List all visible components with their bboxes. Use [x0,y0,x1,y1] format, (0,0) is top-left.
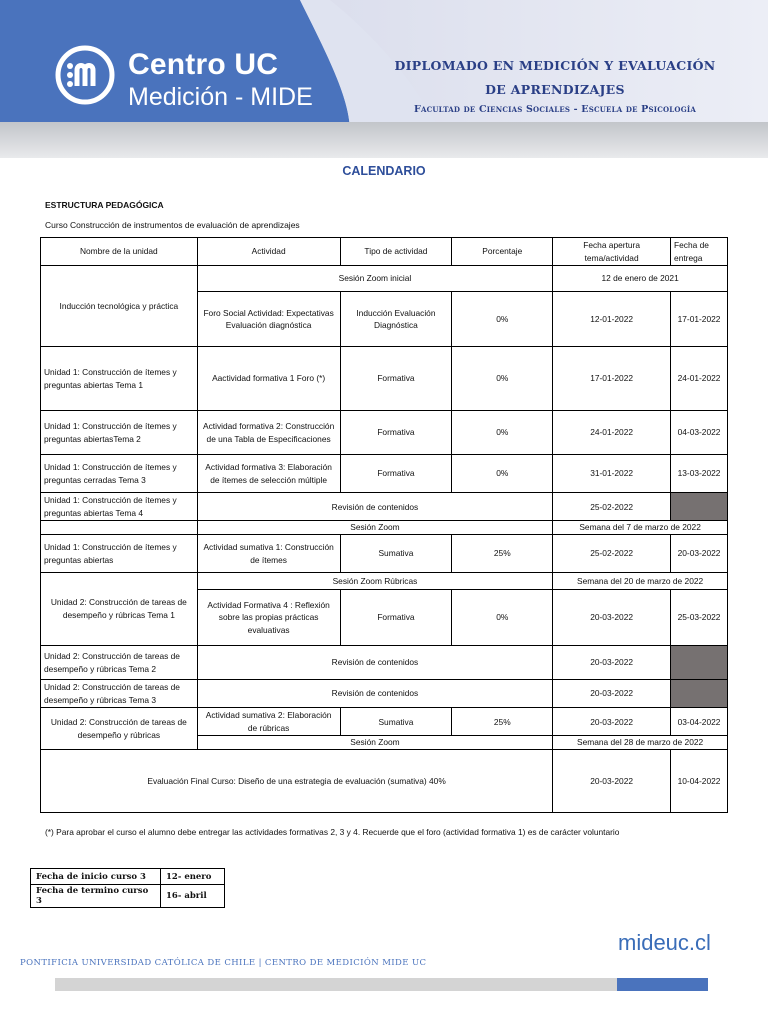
open-date-cell: 20-03-2022 [553,646,671,680]
table-row [41,646,728,680]
session-cell: Sesión Zoom Rúbricas [197,573,552,590]
open-date-cell: 25-02-2022 [553,535,671,573]
table-row [41,347,728,411]
diploma-title-line1: DIPLOMADO EN MEDICIÓN Y EVALUACIÓN [394,58,716,73]
table-row [41,521,728,535]
start-date-value: 12- enero [161,869,225,885]
activity-cell: Actividad formativa 3: Elaboración de ítemes de selección múltiple [197,455,340,493]
table-row [41,750,728,813]
table-header-row [41,238,728,266]
open-date-cell: 20-03-2022 [553,750,671,813]
table-row [31,885,225,908]
table-row [41,680,728,708]
due-date-cell: 25-03-2022 [671,590,728,646]
header-unit: Nombre de la unidad [41,238,198,266]
table-row [41,411,728,455]
session-date-cell: Semana del 20 de marzo de 2022 [553,573,728,590]
due-date-cell: 03-04-2022 [671,708,728,736]
type-cell: Formativa [340,590,452,646]
header-due-date: Fecha de entrega [671,238,728,266]
unit-cell: Unidad 1: Construcción de ítemes y preguntas abiertas [41,535,198,573]
unit-cell: Unidad 2: Construcción de tareas de desempeño y rúbricas Tema 2 [41,646,198,680]
session-date-cell: 12 de enero de 2021 [553,266,728,292]
due-date-cell: 20-03-2022 [671,535,728,573]
activity-cell: Revisión de contenidos [197,646,552,680]
page-title: CALENDARIO [342,164,426,178]
footer-bar-accent [617,978,708,991]
blocked-cell [671,493,728,521]
header-percent: Porcentaje [452,238,553,266]
course-label: Curso Construcción de instrumentos de evaluación de aprendizajes [45,220,300,230]
unit-cell: Unidad 1: Construcción de ítemes y preguntas abiertasTema 2 [41,411,198,455]
unit-cell: Unidad 1: Construcción de ítemes y preguntas cerradas Tema 3 [41,455,198,493]
type-cell: Inducción Evaluación Diagnóstica [340,292,452,347]
brand-name: Centro UC [128,48,279,81]
final-evaluation-cell: Evaluación Final Curso: Diseño de una estrategia de evaluación (sumativa) 40% [41,750,553,813]
percent-cell: 0% [452,292,553,347]
activity-cell: Foro Social Actividad: Expectativas Evaluación diagnóstica [197,292,340,347]
activity-cell: Aactividad formativa 1 Foro (*) [197,347,340,411]
type-cell: Formativa [340,455,452,493]
open-date-cell: 31-01-2022 [553,455,671,493]
table-row [41,535,728,573]
activity-cell: Actividad sumativa 2: Elaboración de rúbricas [197,708,340,736]
percent-cell: 25% [452,708,553,736]
table-row [41,708,728,736]
start-date-label: Fecha de inicio curso 3 [31,869,161,885]
centro-uc-logo-icon [55,44,115,106]
session-date-cell: Semana del 28 de marzo de 2022 [553,736,728,750]
unit-cell: Inducción tecnológica y práctica [41,266,198,347]
empty-cell [41,521,198,535]
due-date-cell: 17-01-2022 [671,292,728,347]
percent-cell: 25% [452,535,553,573]
brand-subtitle: Medición - MIDE [128,83,313,111]
percent-cell: 0% [452,455,553,493]
diploma-title-line2: DE APRENDIZAJES [485,82,625,97]
open-date-cell: 24-01-2022 [553,411,671,455]
session-cell: Sesión Zoom inicial [197,266,552,292]
activity-cell: Actividad Formativa 4 : Reflexión sobre las propias prácticas evaluativas [197,590,340,646]
table-row [41,493,728,521]
open-date-cell: 20-03-2022 [553,680,671,708]
activity-cell: Revisión de contenidos [197,493,552,521]
session-cell: Sesión Zoom [197,736,552,750]
header-open-date: Fecha apertura tema/actividad [553,238,671,266]
unit-cell: Unidad 2: Construcción de tareas de desempeño y rúbricas Tema 1 [41,573,198,646]
table-row [41,573,728,590]
website-url: mideuc.cl [618,930,711,955]
calendar-table [40,237,728,813]
activity-cell: Actividad formativa 2: Construcción de una Tabla de Especificaciones [197,411,340,455]
table-row [41,455,728,493]
open-date-cell: 17-01-2022 [553,347,671,411]
header-divider-band [0,122,768,158]
session-cell: Sesión Zoom [197,521,552,535]
table-row [41,266,728,292]
type-cell: Formativa [340,347,452,411]
type-cell: Sumativa [340,708,452,736]
session-date-cell: Semana del 7 de marzo de 2022 [553,521,728,535]
unit-cell: Unidad 2: Construcción de tareas de desempeño y rúbricas [41,708,198,750]
unit-cell: Unidad 1: Construcción de ítemes y preguntas abiertas Tema 4 [41,493,198,521]
page-header [0,0,768,132]
blocked-cell [671,680,728,708]
activity-cell: Actividad sumativa 1: Construcción de ítemes [197,535,340,573]
unit-cell: Unidad 1: Construcción de ítemes y preguntas abiertas Tema 1 [41,347,198,411]
table-row [31,869,225,885]
footer-institution-text: PONTIFICIA UNIVERSIDAD CATÓLICA DE CHILE | CENTRO DE MEDICIÓN MIDE UC [20,958,427,968]
open-date-cell: 12-01-2022 [553,292,671,347]
open-date-cell: 20-03-2022 [553,708,671,736]
unit-cell: Unidad 2: Construcción de tareas de desempeño y rúbricas Tema 3 [41,680,198,708]
faculty-line: Facultad de Ciencias Sociales - Escuela de Psicología [414,104,696,115]
header-activity: Actividad [197,238,340,266]
due-date-cell: 13-03-2022 [671,455,728,493]
due-date-cell: 24-01-2022 [671,347,728,411]
open-date-cell: 20-03-2022 [553,590,671,646]
percent-cell: 0% [452,347,553,411]
type-cell: Formativa [340,411,452,455]
percent-cell: 0% [452,590,553,646]
footnote: (*) Para aprobar el curso el alumno debe entregar las actividades formativas 2, 3 y 4. Recuerde que el foro (actividad formativa 1) es de carácter voluntario [45,827,620,837]
section-label: ESTRUCTURA PEDAGÓGICA [45,200,164,210]
type-cell: Sumativa [340,535,452,573]
blocked-cell [671,646,728,680]
course-dates-table [30,868,225,908]
due-date-cell: 04-03-2022 [671,411,728,455]
percent-cell: 0% [452,411,553,455]
footer-bar [55,978,708,991]
header-type: Tipo de actividad [340,238,452,266]
end-date-label: Fecha de termino curso 3 [31,885,161,908]
end-date-value: 16- abril [161,885,225,908]
activity-cell: Revisión de contenidos [197,680,552,708]
open-date-cell: 25-02-2022 [553,493,671,521]
due-date-cell: 10-04-2022 [671,750,728,813]
